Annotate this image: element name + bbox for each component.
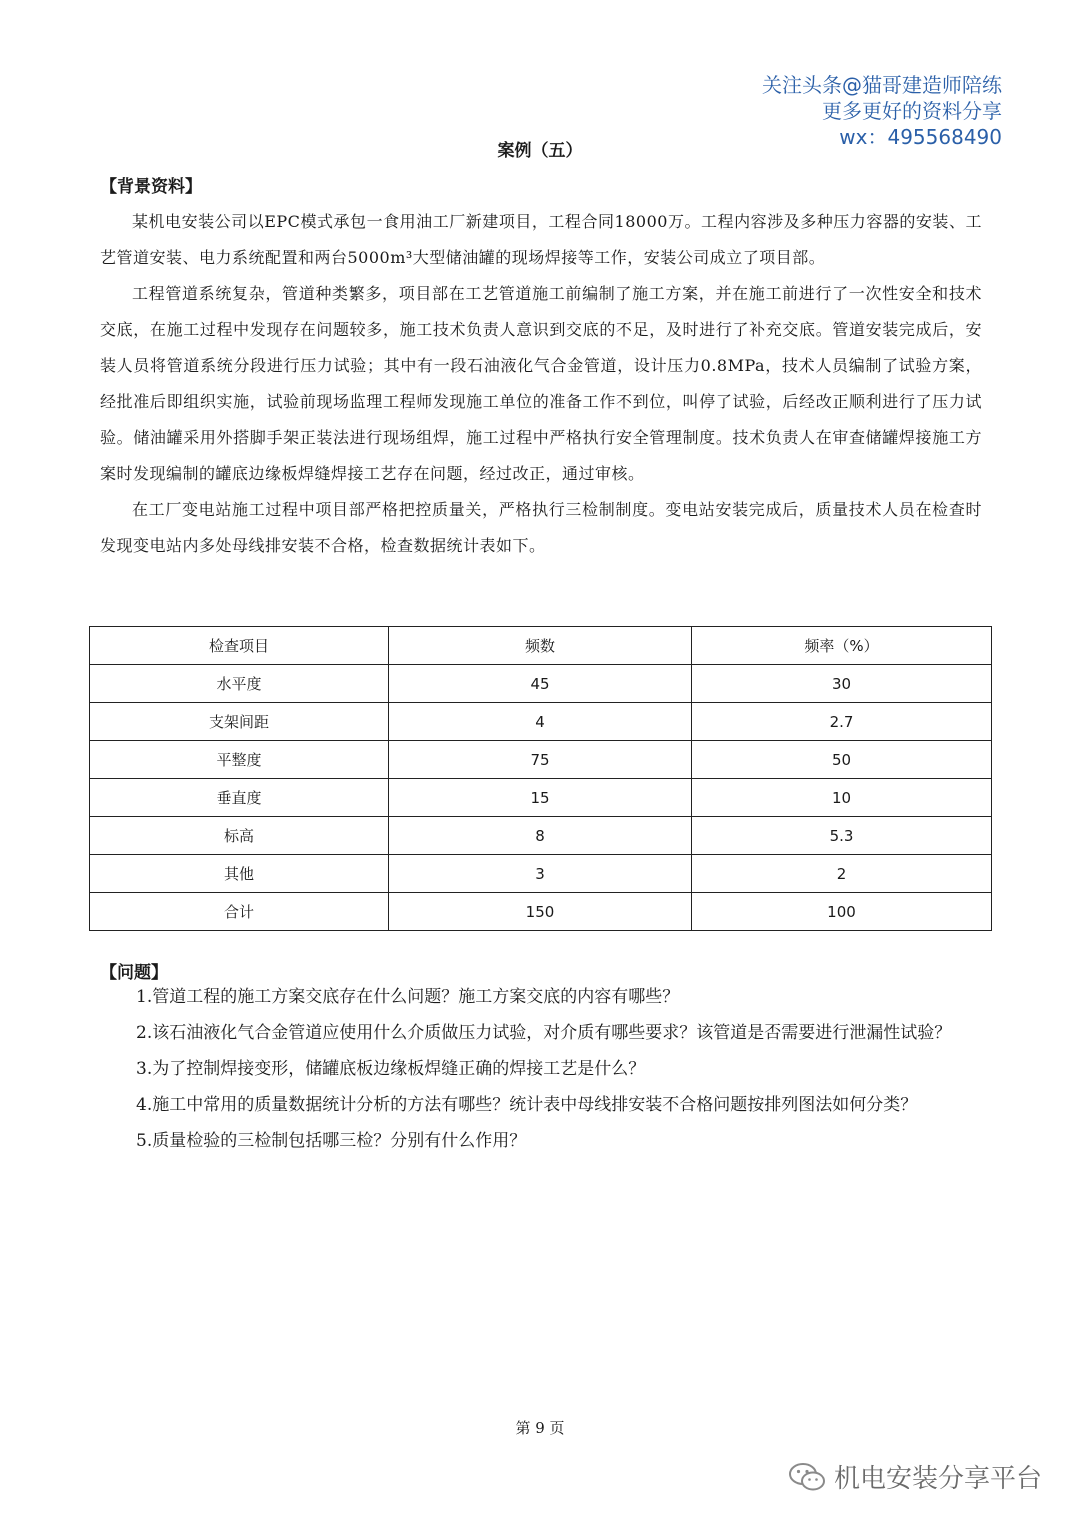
cell-percent: 2 <box>692 855 992 893</box>
watermark-line-1: 关注头条@猫哥建造师陪练 <box>762 73 1002 97</box>
watermark-text: 机电安装分享平台 <box>833 1464 1042 1494</box>
questions-list <box>98 980 984 1160</box>
cell-percent: 50 <box>692 741 992 779</box>
question-item: 5.质量检验的三检制包括哪三检？分别有什么作用？ <box>136 1131 527 1151</box>
wechat-icon <box>788 1462 826 1492</box>
table-row <box>90 741 992 779</box>
cell-count: 3 <box>389 855 692 893</box>
background-paragraph: 在工厂变电站施工过程中项目部严格把控质量关，严格执行三检制制度。变电站安装完成后，质量技术人员在检查时发现变电站内多处母线排安装不合格，检查数据统计表如下。 <box>100 500 982 555</box>
watermark-line-2: 更多更好的资料分享 <box>822 99 1002 123</box>
question-item: 3.为了控制焊接变形，储罐底板边缘板焊缝正确的焊接工艺是什么？ <box>136 1059 646 1079</box>
cell-count: 150 <box>389 893 692 931</box>
cell-count: 75 <box>389 741 692 779</box>
questions-heading: 【问题】 <box>100 963 168 983</box>
header-inspection-item: 检查项目 <box>90 627 389 665</box>
footer-watermark <box>788 1458 1042 1495</box>
header-frequency-count: 频数 <box>389 627 692 665</box>
table-row <box>90 665 992 703</box>
cell-count: 4 <box>389 703 692 741</box>
cell-percent: 100 <box>692 893 992 931</box>
background-heading: 【背景资料】 <box>100 177 202 197</box>
watermark-line-3: wx：495568490 <box>839 125 1002 149</box>
cell-item: 平整度 <box>90 741 389 779</box>
cell-count: 8 <box>389 817 692 855</box>
cell-percent: 5.3 <box>692 817 992 855</box>
question-item: 2.该石油液化气合金管道应使用什么介质做压力试验，对介质有哪些要求？该管道是否需要进行泄漏性试验？ <box>136 1023 952 1043</box>
cell-item: 支架间距 <box>90 703 389 741</box>
cell-percent: 30 <box>692 665 992 703</box>
background-paragraph: 某机电安装公司以EPC模式承包一食用油工厂新建项目，工程合同18000万。工程内容涉及多种压力容器的安装、工艺管道安装、电力系统配置和两台5000m³大型储油罐的现场焊接等工作，安装公司成立了项目部。 <box>100 212 982 267</box>
case-title: 案例（五） <box>497 141 583 161</box>
cell-item: 垂直度 <box>90 779 389 817</box>
header-frequency-percent: 频率（%） <box>692 627 992 665</box>
table-total-row <box>90 893 992 931</box>
cell-item: 其他 <box>90 855 389 893</box>
cell-percent: 10 <box>692 779 992 817</box>
table-row <box>90 779 992 817</box>
cell-item: 水平度 <box>90 665 389 703</box>
inspection-stats-table <box>89 626 992 931</box>
table-row <box>90 817 992 855</box>
cell-count: 15 <box>389 779 692 817</box>
cell-item: 标高 <box>90 817 389 855</box>
background-text <box>100 204 982 564</box>
background-paragraph: 工程管道系统复杂，管道种类繁多，项目部在工艺管道施工前编制了施工方案，并在施工前进行了一次性安全和技术交底，在施工过程中发现存在问题较多，施工技术负责人意识到交底的不足，及时进行了补充交底。管道安装完成后，安装人员将管道系统分段进行压力试验；其中有一段石油液化气合金管道，设计压力0.8MPa，技术人员编制了试验方案，经批准后即组织实施，试验前现场监理工程师发现施工单位的准备工作不到位，叫停了试验，后经改正顺利进行了压力试验。储油罐采用外搭脚手架正装法进行现场组焊，施工过程中严格执行安全管理制度。技术负责人在审查储罐焊接施工方案时发现编制的罐底边缘板焊缝焊接工艺存在问题，经过改正，通过审核。 <box>100 284 982 483</box>
table-row <box>90 855 992 893</box>
page-number: 第 9 页 <box>515 1419 565 1437</box>
cell-count: 45 <box>389 665 692 703</box>
cell-percent: 2.7 <box>692 703 992 741</box>
cell-item: 合计 <box>90 893 389 931</box>
question-item: 4.施工中常用的质量数据统计分析的方法有哪些？统计表中母线排安装不合格问题按排列图法如何分类？ <box>136 1095 918 1115</box>
table-row <box>90 703 992 741</box>
table-header-row <box>90 627 992 665</box>
question-item: 1.管道工程的施工方案交底存在什么问题？施工方案交底的内容有哪些？ <box>136 987 680 1007</box>
